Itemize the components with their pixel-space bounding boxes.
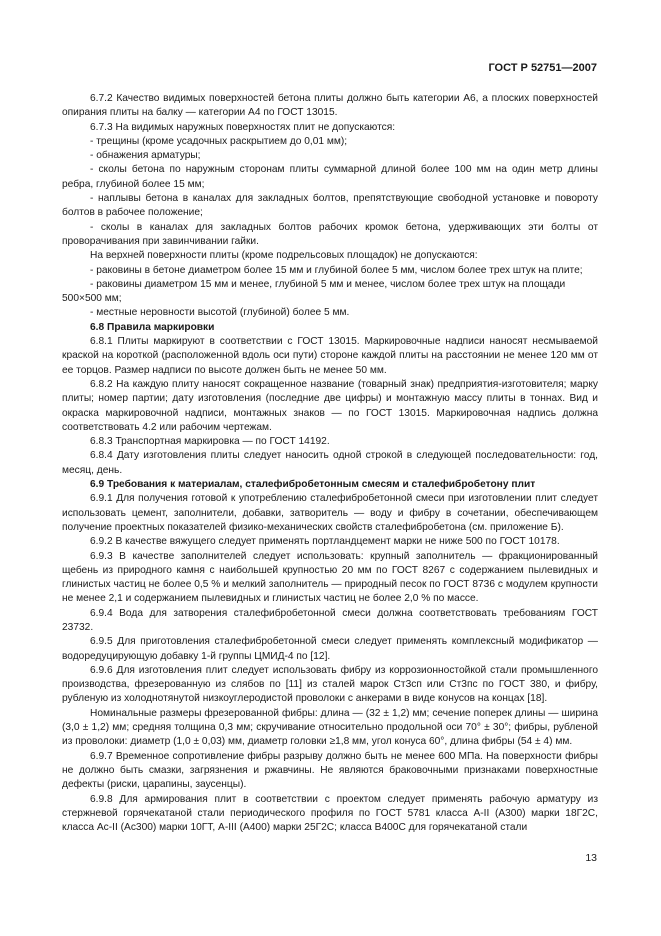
paragraph: 6.7.2 Качество видимых поверхностей бетона плиты должно быть категории А6, а плоских поверхностей опирания плиты на балку — категории А4 по ГОСТ 13015.	[62, 93, 598, 119]
paragraph: 6.7.3 На видимых наружных поверхностях плит не допускаются:	[90, 121, 396, 133]
list-item: - наплывы бетона в каналах для закладных болтов, препятствующие свободной установке и повороту болтов в рабочее положение;	[62, 193, 598, 219]
page-number: 13	[585, 852, 597, 864]
paragraph: 6.8.4 Дату изготовления плиты следует наносить одной строкой в следующей последовательности: год, месяц, день.	[62, 450, 598, 476]
section-heading: 6.9 Требования к материалам, сталефибробетонным смесям и сталефибробетону плит	[90, 479, 536, 491]
paragraph: 6.8.2 На каждую плиту наносят сокращенное название (товарный знак) предприятия-изготовителя; марку плиты; номер партии; дату изготовления (последние две цифры) и монтажную массу плиты в тоннах. Вид и окраска маркировочной надписи, монтажных знаков — по ГОСТ 13015. Маркировочная надпись должна соответствовать 4.2 или рабочим чертежам.	[62, 378, 598, 433]
list-item: - сколы бетона по наружным сторонам плиты суммарной длиной более 100 мм на один метр длины ребра, глубиной более 15 мм;	[62, 164, 598, 190]
paragraph: 6.9.7 Временное сопротивление фибры разрыву должно быть не менее 600 МПа. На поверхности фибры не должно быть смазки, загрязнения и ржавчины. Не являются браковочными признаками поверхностные дефекты (риски, царапины, заусенцы).	[62, 750, 598, 791]
list-item: - сколы в каналах для закладных болтов рабочих кромок бетона, удерживающих эти болты от проворачивания при завинчивании гайки.	[62, 221, 598, 247]
paragraph: 6.9.6 Для изготовления плит следует использовать фибру из коррозионностойкой стали промышленного производства, фрезерованную из слябов по [11] из сталей марок Ст3сп или Ст3пс по ГОСТ 380, и фибру, рубленую из холоднотянутой низкоуглеродистой проволоки с анкерами в виде конусов на концах [18].	[62, 664, 598, 705]
list-item: - раковины диаметром 15 мм и менее, глубиной 5 мм и менее, числом более трех штук на площади	[90, 278, 566, 290]
paragraph: 6.9.5 Для приготовления сталефибробетонной смеси следует применять комплексный модификатор — водоредуцирующую добавку 1-й группы ЦМИД-4 по [12].	[62, 636, 598, 662]
paragraph: 6.8.3 Транспортная маркировка — по ГОСТ 14192.	[90, 436, 330, 448]
paragraph: 6.9.3 В качестве заполнителей следует использовать: крупный заполнитель — фракционированный щебень из природного камня с наибольшей крупностью 20 мм по ГОСТ 8267 с содержанием пылевидных и глинистых частиц не более 0,5 % и мелкий заполнитель — природный песок по ГОСТ 8736 с модулем крупности не менее 2,1 и содержанием пылевидных и глинистых частиц не более 2,0 % по массе.	[62, 550, 598, 605]
paragraph: 6.9.8 Для армирования плит в соответствии с проектом следует применять рабочую арматуру из стержневой горячекатаной стали периодического профиля по ГОСТ 5781 класса А-II (А300) марки 18Г2С, класса Ас-II (Ас300) марки 10ГТ, А-III (А400) марки 25Г2С; класса В400С для горячекатаной стали	[62, 793, 598, 834]
list-item: - местные неровности высотой (глубиной) более 5 мм.	[90, 307, 350, 319]
section-heading: 6.8 Правила маркировки	[90, 321, 215, 333]
paragraph: Номинальные размеры фрезерованной фибры: длина — (32 ± 1,2) мм; сечение поперек длины — ширина (3,0 ± 1,2) мм; средняя толщина 0,3 мм; скручивание относительно продольной оси 70° ± 30°; фибры, рубленой из проволоки: диаметр (1,0 ± 0,03) мм, диаметр головки ≥1,8 мм, угол конуса 60°, длина фибры (54 ± 4) мм.	[62, 707, 598, 748]
paragraph: 6.9.2 В качестве вяжущего следует применять портландцемент марки не ниже 500 по ГОСТ 10178.	[90, 536, 560, 548]
list-item: - трещины (кроме усадочных раскрытием до 0,01 мм);	[90, 135, 348, 147]
paragraph: 6.8.1 Плиты маркируют в соответствии с ГОСТ 13015. Маркировочные надписи наносят несмываемой краской на короткой (расположенной вдоль оси пути) стороне каждой плиты на расстоянии не менее 120 мм от ее торцов. Размер надписи по высоте должен быть не менее 50 мм.	[62, 336, 598, 376]
list-item: - обнажения арматуры;	[90, 150, 201, 162]
document-body	[62, 92, 598, 835]
paragraph: На верхней поверхности плиты (кроме подрельсовых площадок) не допускаются:	[90, 250, 478, 262]
paragraph: 6.9.1 Для получения готовой к употреблению сталефибробетонной смеси при изготовлении плит следует использовать цемент, заполнители, добавки, затворитель — воду и фибру в сочетании, обеспечивающем получение проектных показателей физико-механических свойств сталефибробетона (см. приложение Б).	[62, 493, 598, 533]
list-item: - раковины в бетоне диаметром более 15 мм и глубиной более 5 мм, числом более трех штук на плите;	[90, 264, 583, 276]
paragraph: 6.9.4 Вода для затворения сталефибробетонной смеси должна соответствовать требованиям ГОСТ 23732.	[62, 607, 598, 633]
list-item-continuation: 500×500 мм;	[62, 293, 122, 305]
document-header: ГОСТ Р 52751—2007	[488, 62, 597, 74]
